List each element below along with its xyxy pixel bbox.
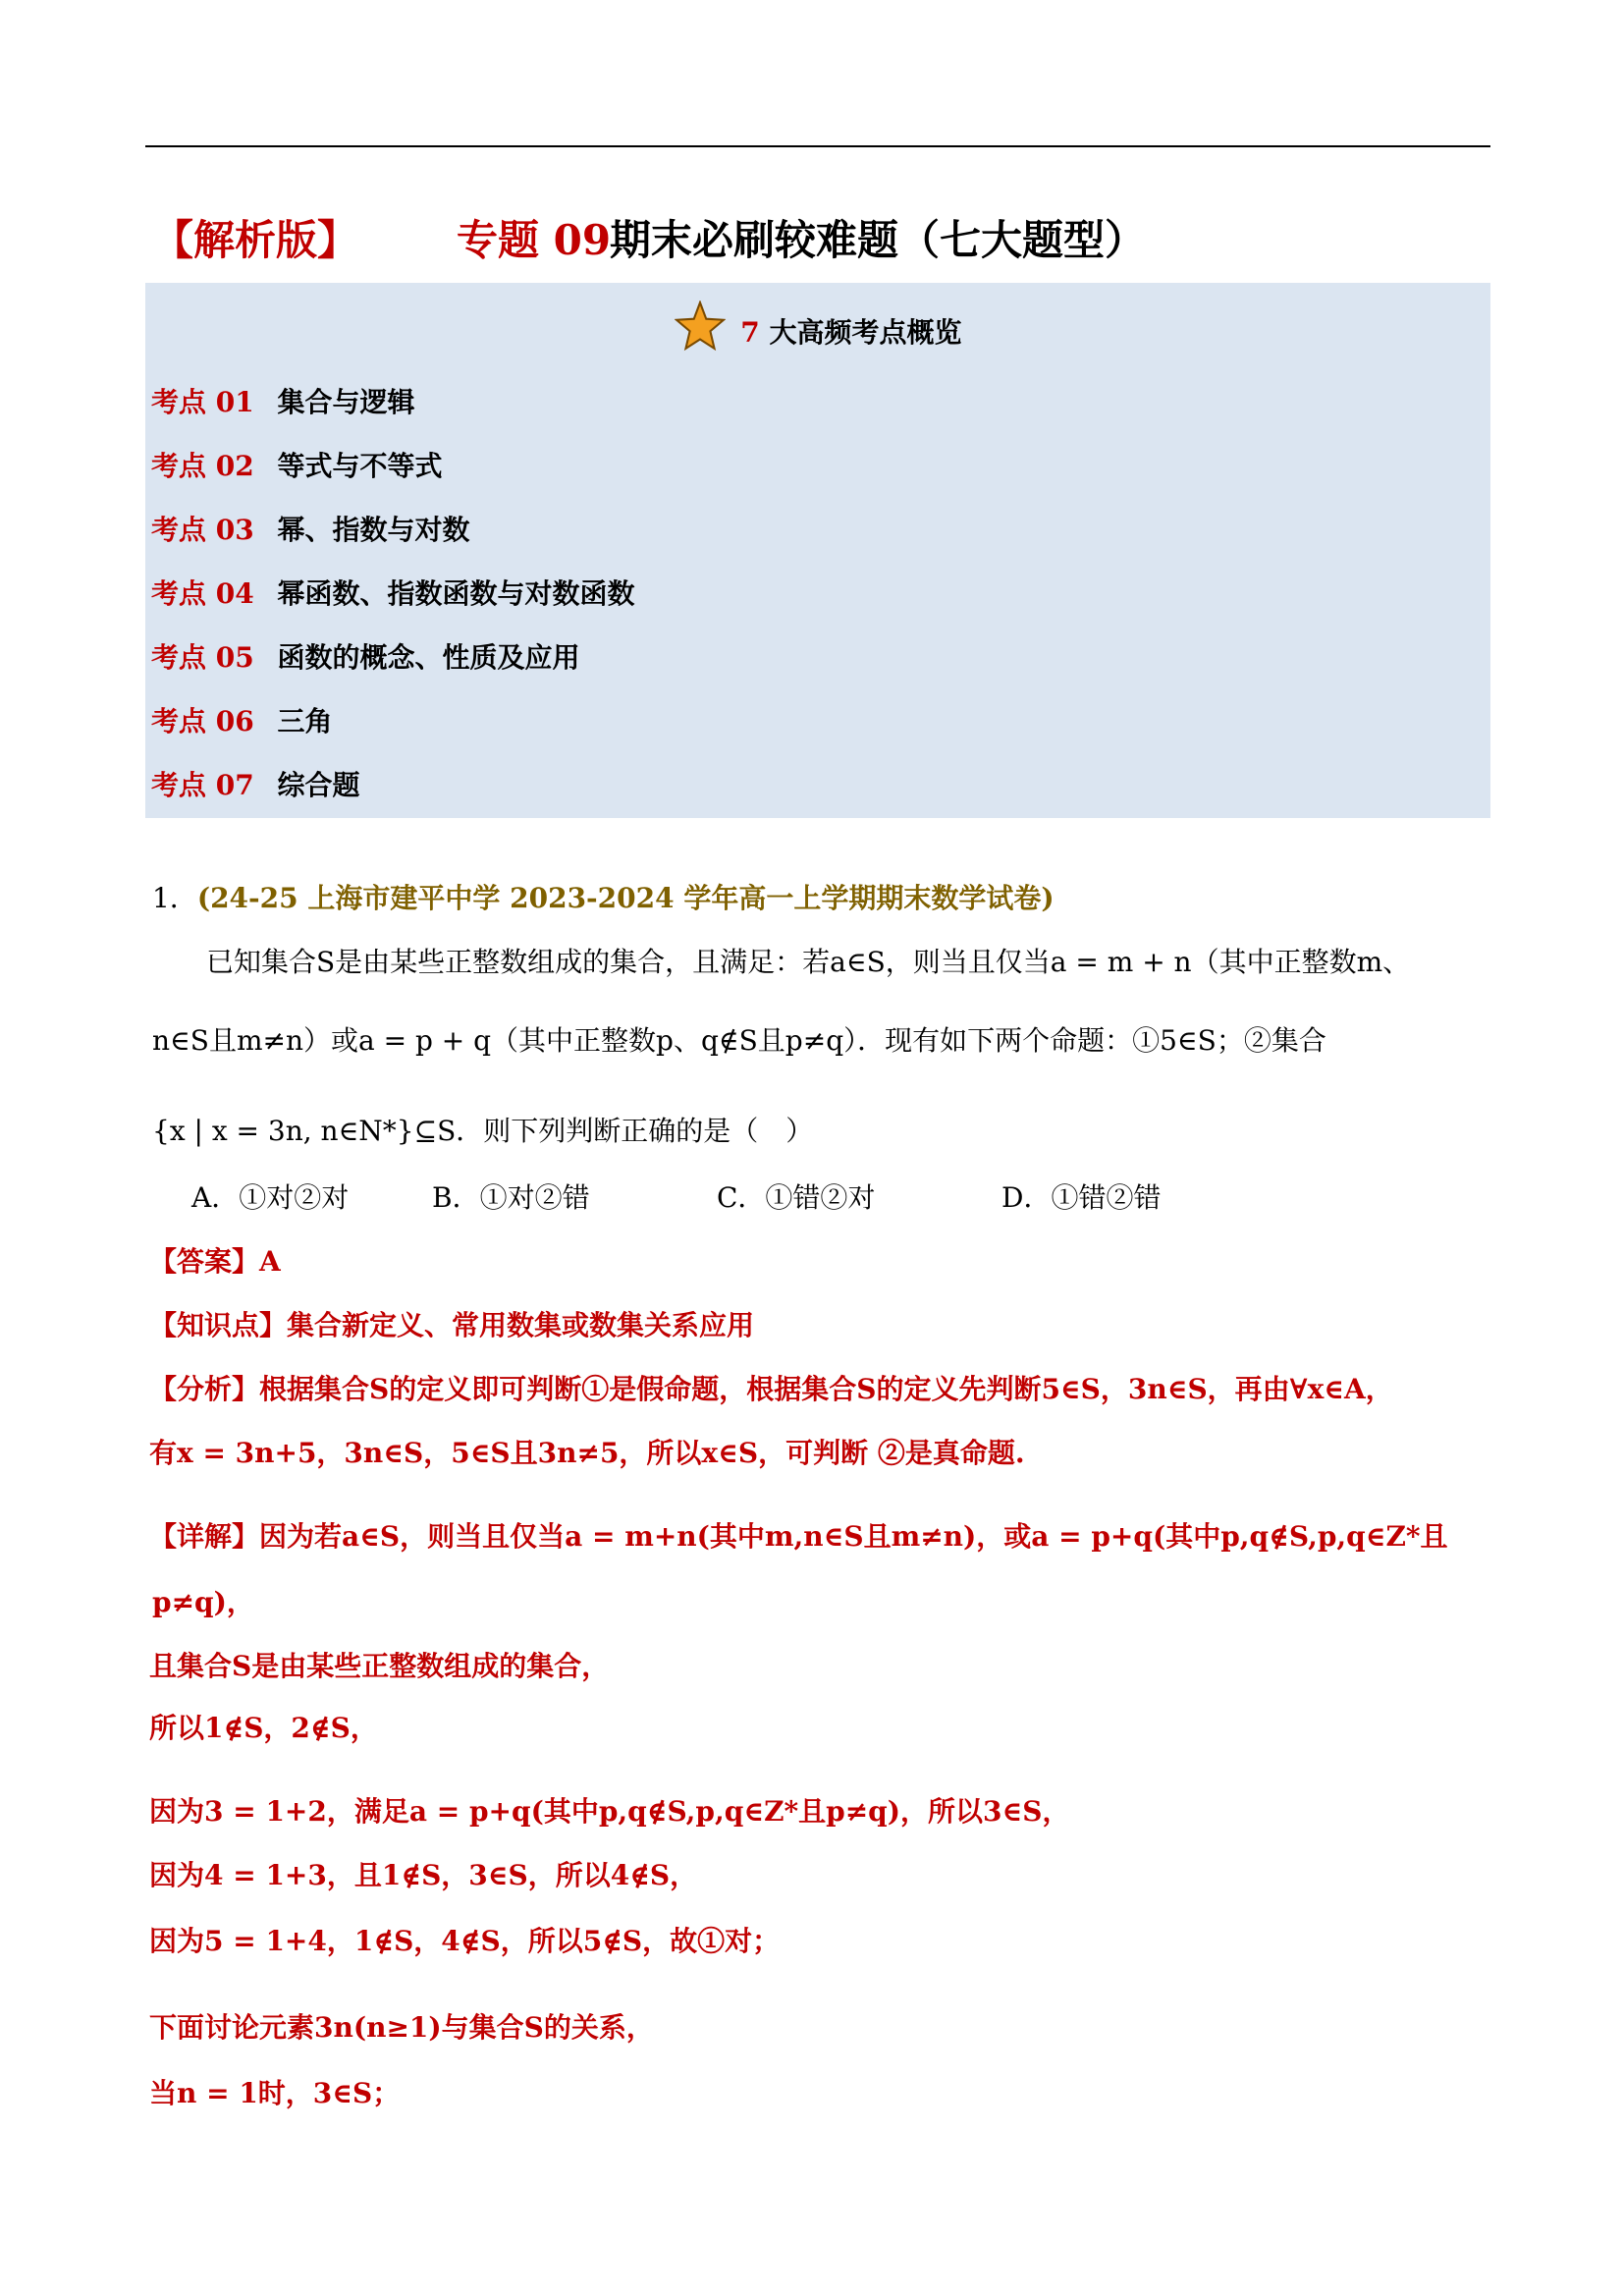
overview-item	[151, 509, 469, 554]
option-a: A．①对②对	[191, 1181, 350, 1214]
overview-item-code: 考点 04	[151, 577, 254, 610]
top-rule	[145, 145, 1490, 147]
overview-item-code: 考点 06	[151, 705, 254, 738]
analysis-line: 有x = 3n+5，3n∈S，5∈S且3n≠5，所以x∈S，可判断 ②是真命题.	[149, 1437, 1025, 1469]
overview-item-code: 考点 02	[151, 450, 254, 482]
option-c: C．①错②对	[717, 1181, 876, 1214]
overview-item	[151, 764, 359, 809]
title-tag: 【解析版】	[152, 216, 359, 264]
overview-item	[151, 636, 579, 682]
question-line: 已知集合S是由某些正整数组成的集合，且满足：若a∈S，则当且仅当a = m + n（其中正整数m、	[206, 946, 1411, 978]
detail-line: 因为3 = 1+2，满足a = p+q(其中p,q∉S,p,q∈Z*且p≠q)，所以3∈S，	[149, 1795, 1070, 1828]
detail-line: 所以1∉S，2∉S，	[149, 1712, 378, 1744]
overview-item-label: 幂函数、指数函数与对数函数	[277, 577, 635, 610]
detail-line: p≠q)，	[152, 1586, 254, 1618]
overview-item-label: 等式与不等式	[277, 450, 443, 482]
detail-line: 【详解】因为若a∈S，则当且仅当a = m+n(其中m,n∈S且m≠n)，或a = p+q(其中p,q∉S,p,q∈Z*且	[149, 1520, 1448, 1553]
overview-item	[151, 700, 332, 745]
overview-item-label: 函数的概念、性质及应用	[277, 641, 580, 674]
overview-item-label: 幂、指数与对数	[277, 514, 470, 546]
option-d: D．①错②错	[1001, 1181, 1162, 1214]
overview-item	[151, 573, 634, 618]
title-lead: 专题 09	[457, 216, 612, 264]
overview-item	[151, 445, 442, 490]
page-title	[152, 208, 1488, 277]
detail-line: 且集合S是由某些正整数组成的集合，	[149, 1650, 610, 1682]
star-icon	[675, 301, 726, 352]
overview-item	[151, 381, 414, 426]
question-number: 1．	[152, 882, 197, 914]
detail-line: 因为5 = 1+4，1∉S，4∉S，所以5∉S，故①对；	[149, 1925, 781, 1957]
option-b: B．①对②错	[432, 1181, 590, 1214]
overview-item-code: 考点 05	[151, 641, 254, 674]
overview-box	[145, 283, 1490, 818]
overview-item-label: 三角	[277, 705, 333, 738]
detail-line: 因为4 = 1+3，且1∉S，3∈S，所以4∉S，	[149, 1859, 698, 1891]
analysis-line: 【分析】根据集合S的定义即可判断①是假命题，根据集合S的定义先判断5∈S，3n∈S，再由∀x∈A，	[149, 1373, 1393, 1405]
overview-item-code: 考点 01	[151, 386, 254, 418]
answer-line: 【答案】A	[149, 1245, 281, 1278]
overview-item-code: 考点 03	[151, 514, 254, 546]
question-line: n∈S且m≠n）或a = p + q（其中正整数p、q∉S且p≠q）．现有如下两个命题：①5∈S；②集合	[152, 1024, 1326, 1057]
overview-item-label: 集合与逻辑	[277, 386, 415, 418]
question-header	[152, 877, 1055, 916]
overview-item-code: 考点 07	[151, 769, 254, 801]
title-main: 期末必刷较难题（七大题型）	[610, 216, 1147, 264]
knowledge-line: 【知识点】集合新定义、常用数集或数集关系应用	[149, 1309, 755, 1341]
detail-line: 当n = 1时，3∈S；	[149, 2077, 401, 2109]
detail-line: 下面讨论元素3n(n≥1)与集合S的关系，	[149, 2011, 654, 2044]
question-line: {x | x = 3n, n∈N*}⊆S．则下列判断正确的是（ ）	[152, 1115, 814, 1147]
overview-item-label: 综合题	[277, 769, 360, 801]
overview-heading	[145, 301, 1490, 359]
overview-heading-text: 大高频考点概览	[769, 316, 962, 349]
question-source: (24-25 上海市建平中学 2023-2024 学年高一上学期期末数学试卷)	[196, 882, 1055, 914]
overview-heading-num: 7	[740, 316, 760, 349]
